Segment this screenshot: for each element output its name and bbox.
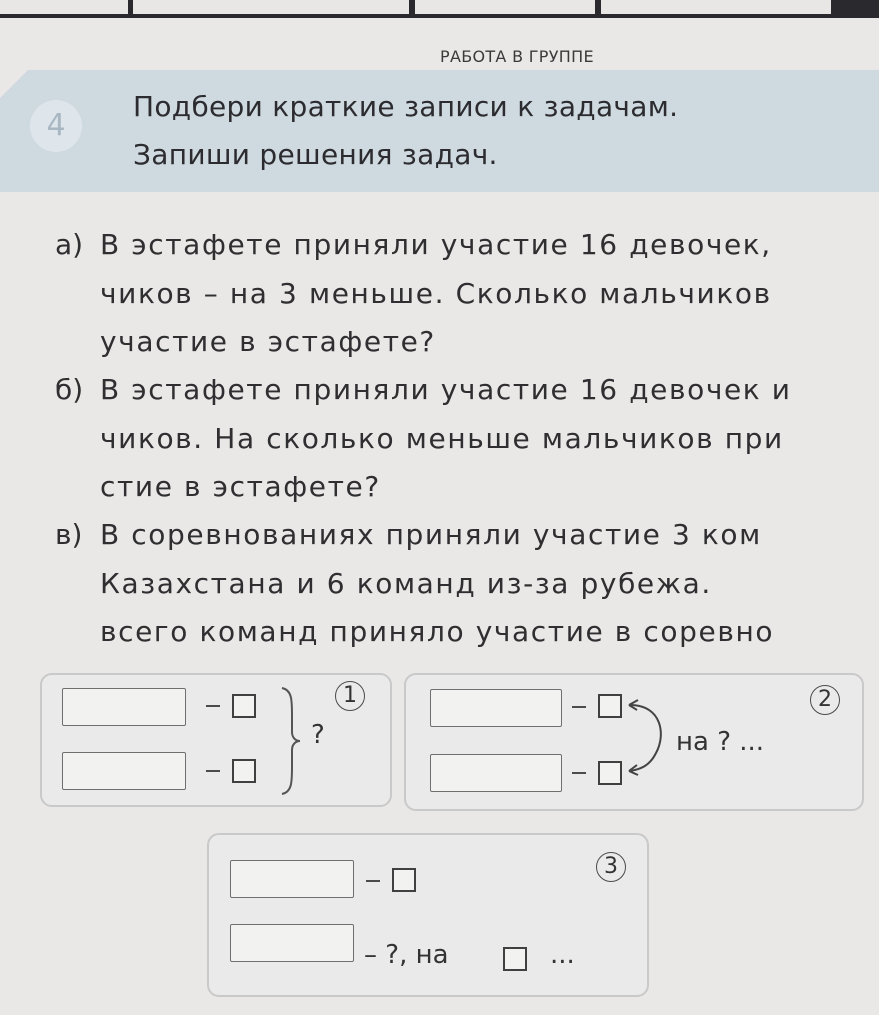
- scheme-box: [230, 924, 354, 962]
- top-edge: [0, 0, 879, 18]
- problem-line: Казахстана и 6 команд из-за рубежа.: [100, 567, 712, 600]
- top-edge-cell: [133, 0, 409, 14]
- minus-sign: [206, 705, 220, 707]
- small-square: [598, 694, 622, 718]
- minus-sign: [366, 880, 380, 882]
- small-square: [503, 947, 527, 971]
- top-edge-cell: [415, 0, 595, 14]
- scheme-box: [430, 754, 562, 792]
- scheme-card-3: [207, 833, 649, 997]
- small-square: [232, 694, 256, 718]
- task-header: [0, 70, 879, 192]
- top-edge-cell: [601, 0, 831, 14]
- task-number: 4: [30, 100, 82, 152]
- problem-label: б): [55, 373, 84, 406]
- section-label: РАБОТА В ГРУППЕ: [440, 47, 594, 66]
- small-square: [232, 759, 256, 783]
- problem-line: В эстафете приняли участие 16 девочек,: [100, 228, 772, 261]
- problem-label: в): [55, 518, 83, 551]
- problem-line: стие в эстафете?: [100, 470, 381, 503]
- header-corner: [0, 70, 28, 98]
- scheme-question: ?: [311, 720, 325, 750]
- problem-line: участие в эстафете?: [100, 325, 436, 358]
- scheme-box: [230, 860, 354, 898]
- scheme-number: 3: [596, 852, 626, 882]
- minus-sign: [572, 706, 586, 708]
- curly-brace-icon: [278, 686, 302, 796]
- scheme-box: [62, 688, 186, 726]
- problem-label: а): [55, 228, 84, 261]
- problem-line: В эстафете приняли участие 16 девочек и: [100, 373, 792, 406]
- scheme-number: 1: [335, 681, 365, 711]
- ellipsis: ...: [550, 940, 575, 970]
- problem-line: всего команд приняло участие в соревно: [100, 615, 775, 648]
- instruction-line: Подбери краткие записи к задачам.: [133, 90, 679, 123]
- comparison-arc-icon: [626, 695, 670, 781]
- small-square: [392, 868, 416, 892]
- minus-sign: [206, 770, 220, 772]
- top-edge-cell: [0, 0, 128, 14]
- scheme-question: на ? ...: [676, 727, 765, 757]
- scheme-question: – ?, на: [364, 940, 449, 970]
- small-square: [598, 761, 622, 785]
- problem-line: В соревнованиях приняли участие 3 ком: [100, 518, 762, 551]
- instruction-line: Запиши решения задач.: [133, 138, 498, 171]
- minus-sign: [572, 772, 586, 774]
- scheme-box: [62, 752, 186, 790]
- scheme-number: 2: [810, 685, 840, 715]
- problem-line: чиков. На сколько меньше мальчиков при: [100, 422, 784, 455]
- scheme-box: [430, 689, 562, 727]
- problem-line: чиков – на 3 меньше. Сколько мальчиков: [100, 277, 772, 310]
